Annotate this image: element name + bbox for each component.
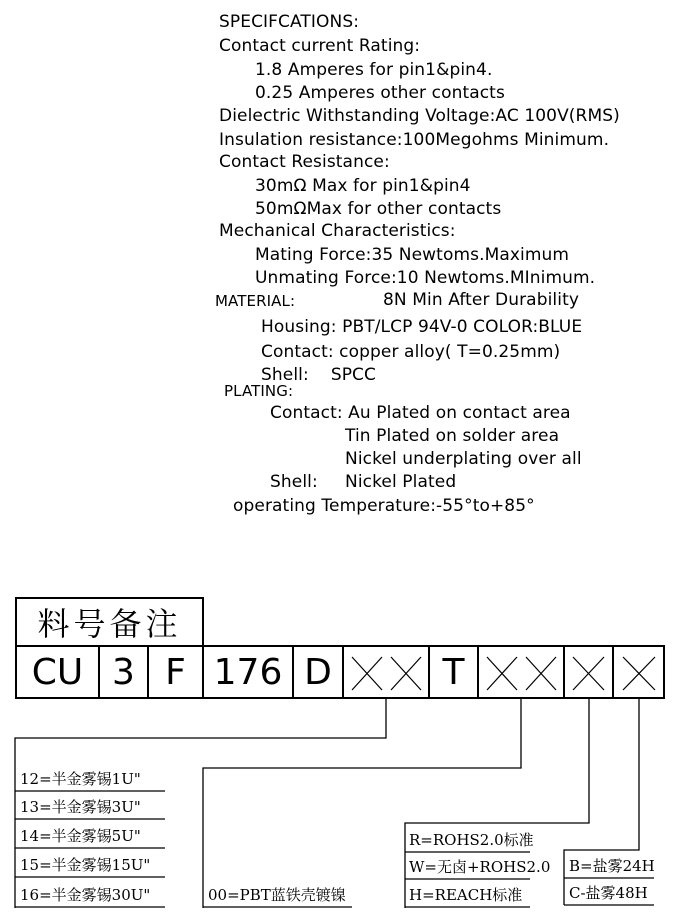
pn-cell-variant: D <box>292 645 344 699</box>
plating-option: 13=半金雾锡3U" <box>20 798 141 816</box>
x-glyph <box>352 657 382 690</box>
spec-tin: Tin Plated on solder area <box>345 426 560 446</box>
spec-dielectric: Dielectric Withstanding Voltage:AC 100V(RMS) <box>219 106 620 126</box>
standard-option: R=ROHS2.0标准 <box>409 831 534 849</box>
pn-cell-series: 176 <box>202 645 294 699</box>
part-number-header: 料号备注 <box>15 597 204 647</box>
spec-material: MATERIAL: <box>215 292 296 310</box>
spec-contact-resistance: Contact Resistance: <box>219 152 390 172</box>
spec-res-2: 50mΩMax for other contacts <box>255 199 502 219</box>
plating-option: 12=半金雾锡1U" <box>20 770 141 788</box>
spec-title: SPECIFCATIONS: <box>219 12 360 32</box>
spec-contact-rating: Contact current Rating: <box>219 36 421 56</box>
spec-plating: PLATING: <box>224 382 294 400</box>
spec-contact-material: Contact: copper alloy( T=0.25mm) <box>261 342 561 362</box>
plating-option: 15=半金雾锡15U" <box>20 856 151 874</box>
spec-amp-2: 0.25 Amperes other contacts <box>255 83 505 103</box>
spec-temperature: operating Temperature:-55°to+85° <box>233 496 535 516</box>
plating-option: 16=半金雾锡30U" <box>20 886 151 904</box>
spec-shell-plating-value: Nickel Plated <box>345 472 457 492</box>
spec-mating: Mating Force:35 Newtoms.Maximum <box>255 245 570 265</box>
housing-option: 00=PBT蓝铁壳镀镍 <box>208 886 346 904</box>
x-glyph <box>526 657 556 690</box>
spec-shell-plating-label: Shell: <box>270 472 318 492</box>
pn-cell-t: T <box>428 645 479 699</box>
leader-housing-option <box>203 699 521 908</box>
leader-standard-options <box>405 699 589 908</box>
x-glyph <box>391 657 421 690</box>
spec-housing: Housing: PBT/LCP 94V-0 COLOR:BLUE <box>261 317 583 337</box>
spec-unmating: Unmating Force:10 Newtoms.MInimum. <box>255 268 596 288</box>
spec-contact-plating: Contact: Au Plated on contact area <box>270 403 571 423</box>
spec-res-1: 30mΩ Max for pin1&pin4 <box>255 176 471 196</box>
spec-insulation: Insulation resistance:100Megohms Minimum. <box>219 130 610 150</box>
pn-cell-type: F <box>147 645 204 699</box>
standard-option: H=REACH标准 <box>409 886 523 904</box>
x-placeholder-glyphs <box>352 657 655 690</box>
x-glyph <box>487 657 517 690</box>
spec-shell-material: Shell: SPCC <box>261 365 376 385</box>
spec-mechanical: Mechanical Characteristics: <box>219 221 456 241</box>
spec-amp-1: 1.8 Amperes for pin1&pin4. <box>255 60 493 80</box>
spec-durability: 8N Min After Durability <box>383 290 579 310</box>
pn-cell-prefix: CU <box>15 645 100 699</box>
plating-option: 14=半金雾锡5U" <box>20 827 141 845</box>
x-glyph <box>573 657 604 690</box>
x-glyph <box>623 657 655 690</box>
pn-cell-pins: 3 <box>98 645 149 699</box>
spec-nickel: Nickel underplating over all <box>345 449 582 469</box>
salt-option: C-盐雾48H <box>569 884 648 902</box>
standard-option: W=无卤+ROHS2.0 <box>409 858 551 876</box>
salt-option: B=盐雾24H <box>569 857 655 875</box>
